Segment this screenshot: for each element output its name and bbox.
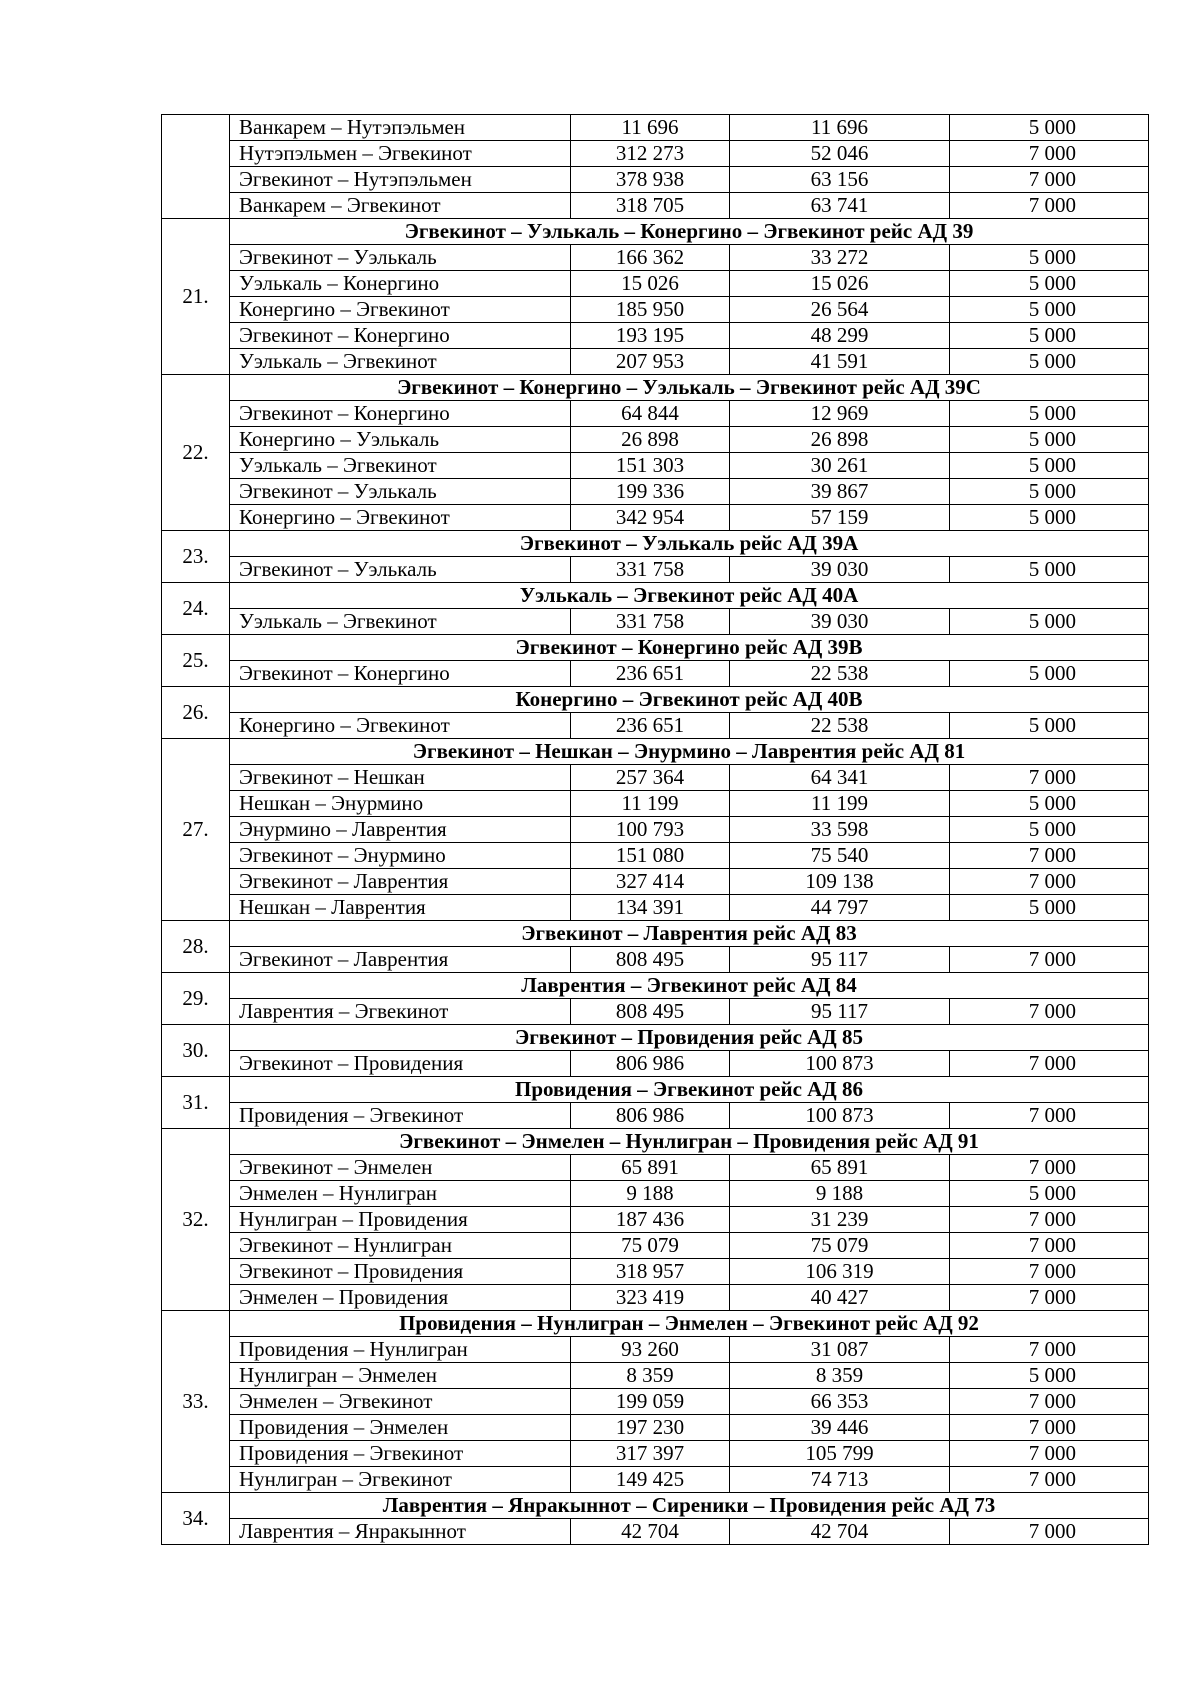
value-cell-3: 5 000 [950, 609, 1149, 635]
value-cell-1: 26 898 [571, 427, 730, 453]
value-cell-3: 7 000 [950, 1441, 1149, 1467]
route-cell: Эгвекинот – Нунлигран [230, 1233, 571, 1259]
table-row [162, 765, 1149, 791]
tariff-table-body [162, 115, 1149, 1545]
table-row [162, 479, 1149, 505]
table-row [162, 661, 1149, 687]
route-cell: Ванкарем – Эгвекинот [230, 193, 571, 219]
flight-header-row [162, 921, 1149, 947]
route-cell: Энмелен – Эгвекинот [230, 1389, 571, 1415]
value-cell-3: 7 000 [950, 1285, 1149, 1311]
value-cell-2: 95 117 [730, 999, 950, 1025]
table-row [162, 193, 1149, 219]
value-cell-1: 134 391 [571, 895, 730, 921]
value-cell-3: 7 000 [950, 1415, 1149, 1441]
value-cell-1: 378 938 [571, 167, 730, 193]
flight-title: Лаврентия – Эгвекинот рейс АД 84 [230, 973, 1149, 999]
flight-title: Провидения – Эгвекинот рейс АД 86 [230, 1077, 1149, 1103]
value-cell-1: 187 436 [571, 1207, 730, 1233]
value-cell-1: 193 195 [571, 323, 730, 349]
route-cell: Уэлькаль – Эгвекинот [230, 349, 571, 375]
item-number: 34. [162, 1493, 230, 1545]
value-cell-2: 26 564 [730, 297, 950, 323]
document-page [161, 114, 1148, 1545]
value-cell-1: 331 758 [571, 557, 730, 583]
route-cell: Энурмино – Лаврентия [230, 817, 571, 843]
value-cell-1: 100 793 [571, 817, 730, 843]
value-cell-2: 22 538 [730, 713, 950, 739]
route-cell: Эгвекинот – Уэлькаль [230, 245, 571, 271]
value-cell-3: 7 000 [950, 167, 1149, 193]
value-cell-2: 95 117 [730, 947, 950, 973]
route-cell: Эгвекинот – Нутэпэльмен [230, 167, 571, 193]
table-row [162, 947, 1149, 973]
route-cell: Эгвекинот – Нешкан [230, 765, 571, 791]
value-cell-1: 151 080 [571, 843, 730, 869]
flight-header-row [162, 375, 1149, 401]
route-cell: Нунлигран – Эгвекинот [230, 1467, 571, 1493]
value-cell-2: 75 540 [730, 843, 950, 869]
route-cell: Лаврентия – Янракыннот [230, 1519, 571, 1545]
flight-header-row [162, 1493, 1149, 1519]
value-cell-1: 15 026 [571, 271, 730, 297]
value-cell-2: 65 891 [730, 1155, 950, 1181]
value-cell-2: 63 741 [730, 193, 950, 219]
table-row [162, 1051, 1149, 1077]
flight-title: Эгвекинот – Провидения рейс АД 85 [230, 1025, 1149, 1051]
flight-header-row [162, 1077, 1149, 1103]
route-cell: Эгвекинот – Провидения [230, 1259, 571, 1285]
route-cell: Нунлигран – Провидения [230, 1207, 571, 1233]
route-cell: Конергино – Уэлькаль [230, 427, 571, 453]
value-cell-2: 63 156 [730, 167, 950, 193]
item-number: 30. [162, 1025, 230, 1077]
value-cell-3: 7 000 [950, 1389, 1149, 1415]
table-row [162, 817, 1149, 843]
value-cell-3: 7 000 [950, 1337, 1149, 1363]
value-cell-1: 185 950 [571, 297, 730, 323]
route-cell: Эгвекинот – Энмелен [230, 1155, 571, 1181]
item-number: 24. [162, 583, 230, 635]
item-number: 26. [162, 687, 230, 739]
value-cell-1: 318 705 [571, 193, 730, 219]
route-cell: Нунлигран – Энмелен [230, 1363, 571, 1389]
route-cell: Эгвекинот – Конергино [230, 661, 571, 687]
route-cell: Эгвекинот – Уэлькаль [230, 557, 571, 583]
value-cell-3: 5 000 [950, 895, 1149, 921]
value-cell-1: 9 188 [571, 1181, 730, 1207]
table-row [162, 1389, 1149, 1415]
value-cell-2: 31 239 [730, 1207, 950, 1233]
value-cell-2: 39 867 [730, 479, 950, 505]
item-number: 21. [162, 219, 230, 375]
value-cell-3: 7 000 [950, 999, 1149, 1025]
flight-title: Эгвекинот – Конергино – Уэлькаль – Эгвекинот рейс АД 39С [230, 375, 1149, 401]
value-cell-3: 5 000 [950, 453, 1149, 479]
table-row [162, 1441, 1149, 1467]
item-number: 29. [162, 973, 230, 1025]
value-cell-3: 5 000 [950, 479, 1149, 505]
value-cell-2: 105 799 [730, 1441, 950, 1467]
tariff-table [161, 114, 1149, 1545]
value-cell-2: 33 272 [730, 245, 950, 271]
value-cell-3: 7 000 [950, 843, 1149, 869]
route-cell: Провидения – Эгвекинот [230, 1103, 571, 1129]
item-number: 32. [162, 1129, 230, 1311]
value-cell-3: 7 000 [950, 1467, 1149, 1493]
flight-header-row [162, 531, 1149, 557]
flight-header-row [162, 1025, 1149, 1051]
table-row [162, 1337, 1149, 1363]
value-cell-2: 30 261 [730, 453, 950, 479]
value-cell-1: 808 495 [571, 999, 730, 1025]
value-cell-1: 197 230 [571, 1415, 730, 1441]
value-cell-2: 52 046 [730, 141, 950, 167]
item-number: 25. [162, 635, 230, 687]
table-row [162, 609, 1149, 635]
flight-header-row [162, 1311, 1149, 1337]
value-cell-1: 327 414 [571, 869, 730, 895]
item-number [162, 115, 230, 219]
value-cell-3: 7 000 [950, 193, 1149, 219]
route-cell: Уэлькаль – Конергино [230, 271, 571, 297]
value-cell-2: 39 030 [730, 557, 950, 583]
route-cell: Эгвекинот – Энурмино [230, 843, 571, 869]
value-cell-1: 808 495 [571, 947, 730, 973]
value-cell-1: 65 891 [571, 1155, 730, 1181]
flight-header-row [162, 583, 1149, 609]
value-cell-2: 64 341 [730, 765, 950, 791]
route-cell: Нешкан – Энурмино [230, 791, 571, 817]
value-cell-3: 7 000 [950, 947, 1149, 973]
table-row [162, 297, 1149, 323]
flight-header-row [162, 219, 1149, 245]
table-row [162, 869, 1149, 895]
route-cell: Лаврентия – Эгвекинот [230, 999, 571, 1025]
table-row [162, 1207, 1149, 1233]
value-cell-2: 44 797 [730, 895, 950, 921]
flight-header-row [162, 687, 1149, 713]
flight-header-row [162, 635, 1149, 661]
item-number: 22. [162, 375, 230, 531]
value-cell-3: 5 000 [950, 661, 1149, 687]
flight-title: Эгвекинот – Нешкан – Энурмино – Лаврентия рейс АД 81 [230, 739, 1149, 765]
value-cell-2: 12 969 [730, 401, 950, 427]
value-cell-1: 317 397 [571, 1441, 730, 1467]
value-cell-3: 5 000 [950, 713, 1149, 739]
value-cell-3: 5 000 [950, 401, 1149, 427]
value-cell-2: 48 299 [730, 323, 950, 349]
item-number: 28. [162, 921, 230, 973]
value-cell-1: 11 696 [571, 115, 730, 141]
table-row [162, 115, 1149, 141]
flight-title: Лаврентия – Янракыннот – Сиреники – Провидения рейс АД 73 [230, 1493, 1149, 1519]
value-cell-3: 7 000 [950, 765, 1149, 791]
value-cell-3: 5 000 [950, 791, 1149, 817]
table-row [162, 999, 1149, 1025]
value-cell-1: 323 419 [571, 1285, 730, 1311]
value-cell-1: 11 199 [571, 791, 730, 817]
flight-title: Конергино – Эгвекинот рейс АД 40В [230, 687, 1149, 713]
value-cell-1: 806 986 [571, 1103, 730, 1129]
value-cell-1: 199 059 [571, 1389, 730, 1415]
value-cell-3: 7 000 [950, 1519, 1149, 1545]
flight-title: Эгвекинот – Энмелен – Нунлигран – Провидения рейс АД 91 [230, 1129, 1149, 1155]
table-row [162, 349, 1149, 375]
table-row [162, 1155, 1149, 1181]
table-row [162, 505, 1149, 531]
table-row [162, 453, 1149, 479]
value-cell-1: 331 758 [571, 609, 730, 635]
value-cell-2: 33 598 [730, 817, 950, 843]
value-cell-3: 7 000 [950, 1259, 1149, 1285]
route-cell: Эгвекинот – Лаврентия [230, 947, 571, 973]
value-cell-2: 8 359 [730, 1363, 950, 1389]
table-row [162, 1467, 1149, 1493]
value-cell-1: 93 260 [571, 1337, 730, 1363]
table-row [162, 167, 1149, 193]
value-cell-1: 149 425 [571, 1467, 730, 1493]
value-cell-3: 5 000 [950, 1363, 1149, 1389]
flight-title: Эгвекинот – Конергино рейс АД 39В [230, 635, 1149, 661]
value-cell-2: 40 427 [730, 1285, 950, 1311]
route-cell: Эгвекинот – Лаврентия [230, 869, 571, 895]
table-row [162, 245, 1149, 271]
route-cell: Конергино – Эгвекинот [230, 713, 571, 739]
value-cell-1: 8 359 [571, 1363, 730, 1389]
value-cell-1: 75 079 [571, 1233, 730, 1259]
value-cell-1: 318 957 [571, 1259, 730, 1285]
table-row [162, 1233, 1149, 1259]
route-cell: Провидения – Нунлигран [230, 1337, 571, 1363]
value-cell-1: 342 954 [571, 505, 730, 531]
table-row [162, 1103, 1149, 1129]
flight-title: Эгвекинот – Уэлькаль рейс АД 39А [230, 531, 1149, 557]
value-cell-1: 64 844 [571, 401, 730, 427]
flight-title: Эгвекинот – Уэлькаль – Конергино – Эгвекинот рейс АД 39 [230, 219, 1149, 245]
value-cell-2: 9 188 [730, 1181, 950, 1207]
flight-title: Провидения – Нунлигран – Энмелен – Эгвекинот рейс АД 92 [230, 1311, 1149, 1337]
value-cell-3: 7 000 [950, 1207, 1149, 1233]
value-cell-2: 11 199 [730, 791, 950, 817]
value-cell-2: 31 087 [730, 1337, 950, 1363]
value-cell-1: 236 651 [571, 661, 730, 687]
item-number: 23. [162, 531, 230, 583]
route-cell: Конергино – Эгвекинот [230, 505, 571, 531]
value-cell-2: 109 138 [730, 869, 950, 895]
value-cell-3: 5 000 [950, 245, 1149, 271]
value-cell-3: 7 000 [950, 141, 1149, 167]
value-cell-3: 5 000 [950, 1181, 1149, 1207]
route-cell: Уэлькаль – Эгвекинот [230, 609, 571, 635]
route-cell: Нешкан – Лаврентия [230, 895, 571, 921]
value-cell-2: 22 538 [730, 661, 950, 687]
value-cell-2: 39 030 [730, 609, 950, 635]
table-row [162, 401, 1149, 427]
flight-title: Уэлькаль – Эгвекинот рейс АД 40А [230, 583, 1149, 609]
flight-header-row [162, 739, 1149, 765]
table-row [162, 713, 1149, 739]
value-cell-3: 5 000 [950, 557, 1149, 583]
table-row [162, 1519, 1149, 1545]
table-row [162, 141, 1149, 167]
value-cell-3: 5 000 [950, 115, 1149, 141]
value-cell-2: 15 026 [730, 271, 950, 297]
table-row [162, 323, 1149, 349]
item-number: 31. [162, 1077, 230, 1129]
route-cell: Уэлькаль – Эгвекинот [230, 453, 571, 479]
item-number: 27. [162, 739, 230, 921]
flight-header-row [162, 973, 1149, 999]
value-cell-1: 806 986 [571, 1051, 730, 1077]
value-cell-2: 74 713 [730, 1467, 950, 1493]
value-cell-1: 207 953 [571, 349, 730, 375]
value-cell-2: 106 319 [730, 1259, 950, 1285]
table-row [162, 895, 1149, 921]
route-cell: Провидения – Энмелен [230, 1415, 571, 1441]
value-cell-2: 39 446 [730, 1415, 950, 1441]
table-row [162, 1181, 1149, 1207]
value-cell-3: 5 000 [950, 271, 1149, 297]
route-cell: Эгвекинот – Конергино [230, 401, 571, 427]
value-cell-3: 5 000 [950, 505, 1149, 531]
value-cell-3: 7 000 [950, 1233, 1149, 1259]
route-cell: Эгвекинот – Конергино [230, 323, 571, 349]
item-number: 33. [162, 1311, 230, 1493]
table-row [162, 1285, 1149, 1311]
value-cell-1: 199 336 [571, 479, 730, 505]
table-row [162, 427, 1149, 453]
route-cell: Энмелен – Нунлигран [230, 1181, 571, 1207]
value-cell-1: 312 273 [571, 141, 730, 167]
value-cell-3: 5 000 [950, 427, 1149, 453]
table-row [162, 271, 1149, 297]
value-cell-3: 7 000 [950, 1103, 1149, 1129]
value-cell-1: 257 364 [571, 765, 730, 791]
route-cell: Конергино – Эгвекинот [230, 297, 571, 323]
value-cell-2: 75 079 [730, 1233, 950, 1259]
value-cell-3: 5 000 [950, 817, 1149, 843]
table-row [162, 791, 1149, 817]
route-cell: Эгвекинот – Уэлькаль [230, 479, 571, 505]
value-cell-2: 41 591 [730, 349, 950, 375]
flight-header-row [162, 1129, 1149, 1155]
value-cell-2: 11 696 [730, 115, 950, 141]
value-cell-2: 42 704 [730, 1519, 950, 1545]
value-cell-2: 100 873 [730, 1051, 950, 1077]
value-cell-2: 57 159 [730, 505, 950, 531]
value-cell-2: 66 353 [730, 1389, 950, 1415]
table-row [162, 557, 1149, 583]
value-cell-1: 42 704 [571, 1519, 730, 1545]
table-row [162, 1259, 1149, 1285]
value-cell-3: 5 000 [950, 323, 1149, 349]
table-row [162, 843, 1149, 869]
value-cell-3: 7 000 [950, 869, 1149, 895]
table-row [162, 1363, 1149, 1389]
value-cell-3: 5 000 [950, 349, 1149, 375]
value-cell-1: 236 651 [571, 713, 730, 739]
value-cell-3: 5 000 [950, 297, 1149, 323]
table-row [162, 1415, 1149, 1441]
route-cell: Ванкарем – Нутэпэльмен [230, 115, 571, 141]
value-cell-1: 166 362 [571, 245, 730, 271]
route-cell: Энмелен – Провидения [230, 1285, 571, 1311]
value-cell-2: 26 898 [730, 427, 950, 453]
value-cell-3: 7 000 [950, 1051, 1149, 1077]
value-cell-2: 100 873 [730, 1103, 950, 1129]
route-cell: Эгвекинот – Провидения [230, 1051, 571, 1077]
value-cell-1: 151 303 [571, 453, 730, 479]
route-cell: Нутэпэльмен – Эгвекинот [230, 141, 571, 167]
flight-title: Эгвекинот – Лаврентия рейс АД 83 [230, 921, 1149, 947]
route-cell: Провидения – Эгвекинот [230, 1441, 571, 1467]
value-cell-3: 7 000 [950, 1155, 1149, 1181]
